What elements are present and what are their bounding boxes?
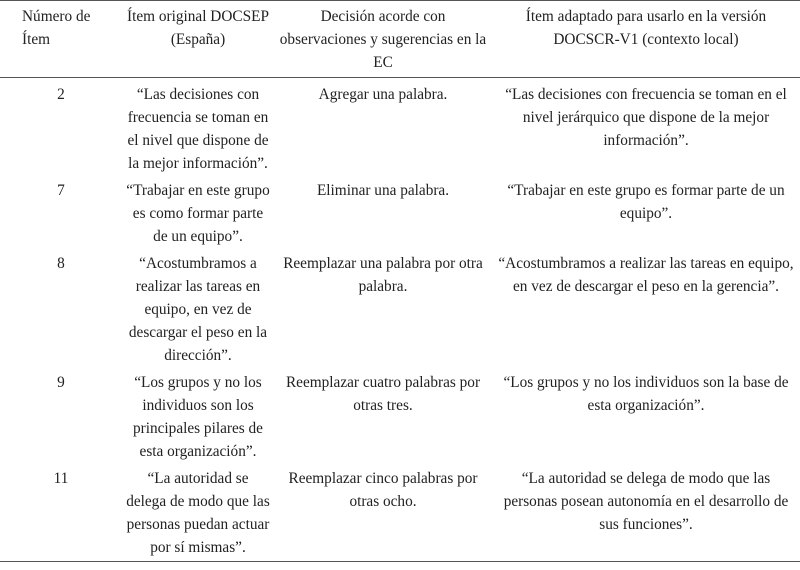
table-header [0, 1, 800, 78]
table-row [0, 78, 800, 176]
decision-cell: Agregar una palabra. [318, 86, 448, 103]
item-number-cell: 2 [57, 86, 65, 103]
decision-cell: Reemplazar cuatro palabras por otras tres. [285, 374, 481, 414]
table-row [0, 248, 800, 367]
table-row [0, 463, 800, 562]
header-adapted-item: Ítem adaptado para usarlo en la versión DOCSCR-V1 (contexto local) [492, 1, 800, 78]
table-row [0, 175, 800, 248]
adapted-item-cell: “La autoridad se delega de modo que las personas posean autonomía en el desarrollo de sus funciones”. [492, 463, 800, 562]
original-item-cell: “Acostumbramos a realizar las tareas en equipo, en vez de descargar el peso en la dirección”. [128, 255, 268, 364]
decision-cell: Reemplazar cinco palabras por otras ocho. [274, 463, 492, 562]
item-number-cell: 8 [57, 255, 65, 272]
adapted-item-cell: “Las decisiones con frecuencia se toman en el nivel jerárquico que dispone de la mejor información”. [505, 86, 787, 149]
original-item-cell: “La autoridad se delega de modo que las personas puedan actuar por sí mismas”. [122, 463, 274, 562]
decision-cell: Eliminar una palabra. [316, 182, 450, 199]
table-row [0, 367, 800, 463]
header-decision: Decisión acorde con observaciones y sugerencias en la EC [274, 1, 492, 78]
original-item-cell: “Los grupos y no los individuos son los principales pilares de esta organización”. [133, 374, 263, 460]
adapted-item-cell: “Acostumbramos a realizar las tareas en equipo, en vez de descargar el peso en la gerencia”. [498, 255, 794, 295]
header-item-number: Número de Ítem [0, 1, 122, 78]
decision-cell: Reemplazar una palabra por otra palabra. [283, 255, 483, 295]
adapted-item-cell: “Trabajar en este grupo es formar parte de un equipo”. [507, 182, 785, 222]
adapted-item-cell: “Los grupos y no los individuos son la base de esta organización”. [503, 374, 789, 414]
original-item-cell: “Las decisiones con frecuencia se toman en el nivel que dispone de la mejor información”. [127, 86, 269, 172]
item-number-cell: 7 [57, 182, 65, 199]
header-row [0, 1, 800, 78]
original-item-cell: “Trabajar en este grupo es como formar parte de un equipo”. [126, 182, 270, 245]
item-number-cell: 11 [0, 463, 122, 562]
header-original-item: Ítem original DOCSEP (España) [122, 1, 274, 78]
table-body [0, 78, 800, 562]
item-number-cell: 9 [57, 374, 65, 391]
